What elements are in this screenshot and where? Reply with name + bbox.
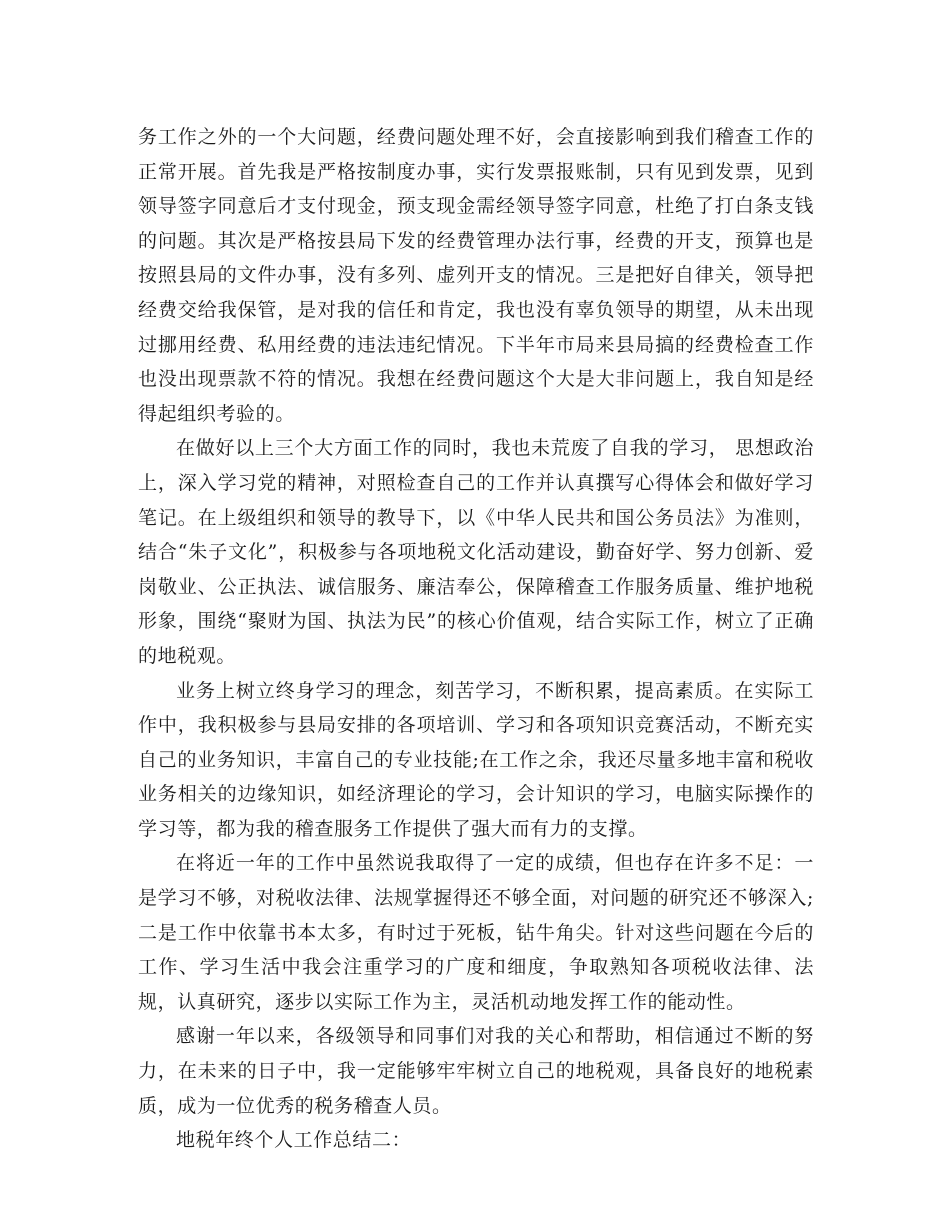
paragraph-professional-learning: 业务上树立终身学习的理念，刻苦学习，不断积累，提高素质。在实际工作中，我积极参与县局安排的各项培训、学习和各项知识竞赛活动，不断充实自己的业务知识，丰富自己的专业技能;在工作之余，我还尽量多地丰富和税收业务相关的边缘知识，如经济理论的学习，会计知识的学习，电脑实际操作的学习等，都为我的稽查服务工作提供了强大而有力的支撑。 — [138, 679, 814, 840]
document-body — [138, 120, 814, 1158]
paragraph-expense-management: 务工作之外的一个大问题，经费问题处理不好，会直接影响到我们稽查工作的正常开展。首先我是严格按制度办事，实行发票报账制，只有见到发票，见到领导签字同意后才支付现金，预支现金需经领导签字同意，杜绝了打白条支钱的问题。其次是严格按县局下发的经费管理办法行事，经费的开支，预算也是按照县局的文件办事，没有多列、虚列开支的情况。三是把好自律关，领导把经费交给我保管，是对我的信任和肯定，我也没有辜负领导的期望，从未出现过挪用经费、私用经费的违法违纪情况。下半年市局来县局搞的经费检查工作也没出现票款不符的情况。我想在经费问题这个大是大非问题上，我自知是经得起组织考验的。 — [138, 126, 814, 425]
section-heading-summary-two: 地税年终个人工作总结二： — [176, 1129, 412, 1152]
paragraph-shortcomings: 在将近一年的工作中虽然说我取得了一定的成绩，但也存在许多不足：一是学习不够，对税收法律、法规掌握得还不够全面，对问题的研究还不够深入;二是工作中依靠书本太多，有时过于死板，钻牛角尖。针对这些问题在今后的工作、学习生活中我会注重学习的广度和细度，争取熟知各项税收法律、法规，认真研究，逐步以实际工作为主，灵活机动地发挥工作的能动性。 — [138, 852, 814, 1013]
paragraph-self-study: 在做好以上三个大方面工作的同时，我也未荒废了自我的学习， 思想政治上，深入学习党的精神，对照检查自己的工作并认真撰写心得体会和做好学习笔记。在上级组织和领导的教导下，以《中华人民共和国公务员法》为准则，结合“朱子文化”，积极参与各项地税文化活动建设，勤奋好学、努力创新、爱岗敬业、公正执法、诚信服务、廉洁奉公，保障稽查工作服务质量、维护地税形象，围绕“聚财为国、执法为民”的核心价值观，结合实际工作，树立了正确的地税观。 — [138, 437, 814, 667]
paragraph-thanks: 感谢一年以来，各级领导和同事们对我的关心和帮助，相信通过不断的努力，在未来的日子中，我一定能够牢牢树立自己的地税观，具备良好的地税素质，成为一位优秀的税务稽查人员。 — [138, 1025, 814, 1117]
